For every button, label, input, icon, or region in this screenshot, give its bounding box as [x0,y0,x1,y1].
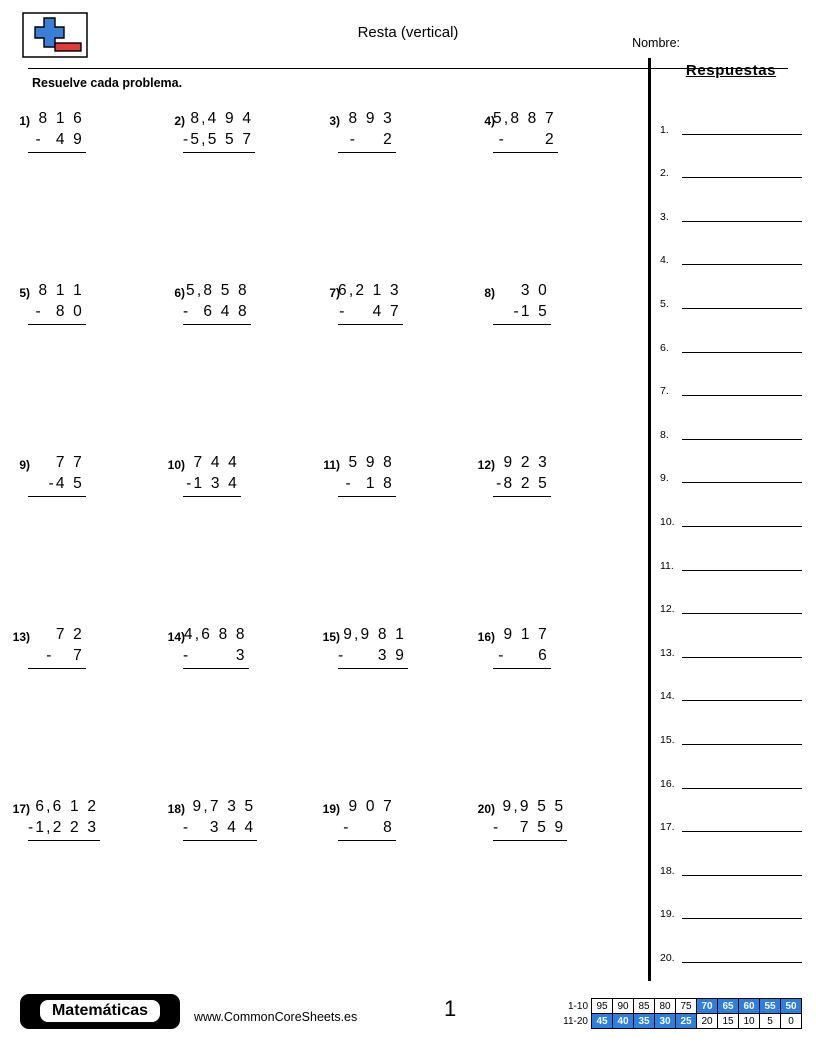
problem-6 [169,280,324,452]
problem-number: 10) [167,458,185,472]
problem-stack [493,624,551,669]
problem-row [14,108,634,280]
answer-number: 9. [660,472,669,485]
answer-input-line[interactable] [682,830,802,832]
answer-input-line[interactable] [682,525,802,527]
answer-number: 8. [660,428,669,441]
answer-input-line[interactable] [682,743,802,745]
answer-number: 11. [660,559,674,572]
problem-14 [169,624,324,796]
problem-stack [493,280,551,325]
problem-1 [14,108,169,280]
subtrahend: -1,2 2 3 [28,817,100,841]
vertical-divider [648,58,651,981]
problem-5 [14,280,169,452]
subtrahend: - 8 0 [28,301,86,325]
minuend: 5,8 5 8 [186,282,249,299]
problem-stack [493,452,551,497]
subtrahend: -5,5 5 7 [183,129,255,153]
scale-cell: 55 [760,999,781,1014]
answer-number: 7. [660,385,669,398]
minuend: 4,6 8 8 [183,626,247,643]
answer-number: 20. [660,951,675,964]
answer-row-9 [660,442,802,486]
answers-panel [660,62,802,965]
answer-input-line[interactable] [682,917,802,919]
problem-stack [183,452,241,497]
answer-row-2 [660,137,802,181]
scale-cell: 50 [781,999,802,1014]
minuend: 8,4 9 4 [190,110,254,127]
problem-stack [338,452,396,497]
scale-cell: 70 [697,999,718,1014]
scale-cell: 65 [718,999,739,1014]
answer-row-7 [660,355,802,399]
scale-cell: 90 [613,999,634,1014]
answer-number: 1. [660,123,669,136]
problem-stack [493,796,567,841]
problem-number: 1) [19,114,30,128]
problem-number: 12) [477,458,495,472]
answer-input-line[interactable] [682,133,802,135]
answer-input-line[interactable] [682,481,802,483]
problem-number: 3) [329,114,340,128]
scale-cell: 10 [739,1014,760,1029]
problem-row [14,796,634,968]
problem-row [14,452,634,624]
problem-20 [479,796,634,968]
instructions-text: Resuelve cada problema. [32,76,183,90]
problem-stack [493,108,558,153]
scale-cell: 5 [760,1014,781,1029]
answer-row-4 [660,224,802,268]
subtrahend: - 2 [493,129,558,153]
scale-cell: 80 [655,999,676,1014]
subtrahend: -4 5 [28,473,86,497]
answer-number: 15. [660,733,675,746]
problems-grid [14,108,634,968]
page-title: Resta (vertical) [357,24,459,41]
problem-number: 2) [174,114,185,128]
problem-number: 11) [323,458,340,472]
answer-input-line[interactable] [682,263,802,265]
problem-19 [324,796,479,968]
grading-scale-table [560,998,802,1029]
scale-cell: 60 [739,999,760,1014]
page-number: 1 [444,996,457,1021]
minuend: 7 7 [55,454,84,471]
scale-cell: 0 [781,1014,802,1029]
grading-scale-row-2 [560,1014,802,1029]
answer-row-14 [660,660,802,704]
subtrahend: - 6 4 8 [183,301,251,325]
answer-number: 19. [660,908,675,921]
minuend: 7 4 4 [193,454,239,471]
scale-cell: 30 [655,1014,676,1029]
subtrahend: - 3 [183,645,249,669]
problem-stack [28,108,86,153]
answer-input-line[interactable] [682,961,802,963]
minuend: 9 0 7 [348,798,394,815]
answer-number: 2. [660,167,669,180]
answer-row-11 [660,529,802,573]
answer-input-line[interactable] [682,656,802,658]
problem-number: 5) [19,286,30,300]
answer-input-line[interactable] [682,787,802,789]
page-footer [14,994,802,1042]
website-url: www.CommonCoreSheets.es [194,1010,358,1024]
problem-stack [338,280,403,325]
minuend: 9,9 8 1 [343,626,407,643]
problem-number: 16) [477,630,495,644]
answer-input-line[interactable] [682,307,802,309]
answer-row-1 [660,93,802,137]
scale-cell: 15 [718,1014,739,1029]
name-label: Nombre: [632,36,680,50]
subtrahend: - 2 [338,129,396,153]
problem-number: 7) [329,286,340,300]
scale-cell: 20 [697,1014,718,1029]
answer-number: 18. [660,864,675,877]
problem-17 [14,796,169,968]
answer-row-19 [660,878,802,922]
scale-row-label: 11-20 [563,1015,588,1027]
answer-row-16 [660,747,802,791]
scale-cell: 85 [634,999,655,1014]
problem-12 [479,452,634,624]
answer-row-17 [660,791,802,835]
minuend: 6,6 1 2 [35,798,99,815]
minuend: 8 9 3 [348,110,394,127]
problem-row [14,624,634,796]
answer-row-15 [660,703,802,747]
problem-stack [183,280,251,325]
problem-4 [479,108,634,280]
problem-16 [479,624,634,796]
problem-9 [14,452,169,624]
answer-input-line[interactable] [682,176,802,178]
scale-cell: 35 [634,1014,655,1029]
subtrahend: - 4 9 [28,129,86,153]
problem-row [14,280,634,452]
answer-number: 4. [660,254,669,267]
subtrahend: - 6 [493,645,551,669]
grading-scale-row-1 [560,999,802,1014]
answer-input-line[interactable] [682,569,802,571]
answer-input-line[interactable] [682,351,802,353]
problem-stack [338,624,408,669]
minuend: 8 1 1 [38,282,84,299]
answer-row-3 [660,180,802,224]
answer-input-line[interactable] [682,220,802,222]
subtrahend: - 4 7 [338,301,403,325]
subtrahend: -1 3 4 [183,473,241,497]
subtrahend: -8 2 5 [493,473,551,497]
answer-row-20 [660,921,802,965]
scale-cell: 25 [676,1014,697,1029]
scale-cell: 45 [592,1014,613,1029]
problem-13 [14,624,169,796]
subtrahend: - 1 8 [338,473,396,497]
answer-input-line[interactable] [682,612,802,614]
problem-number: 14) [167,630,185,644]
problem-stack [28,452,86,497]
problem-number: 17) [12,802,30,816]
minuend: 5 9 8 [348,454,394,471]
problem-3 [324,108,479,280]
answer-row-5 [660,267,802,311]
subtrahend: - 3 4 4 [183,817,257,841]
subtrahend: -1 5 [493,301,551,325]
answer-number: 10. [660,515,675,528]
answer-row-12 [660,573,802,617]
subtrahend: - 7 5 9 [493,817,567,841]
problem-number: 20) [477,802,495,816]
answer-number: 5. [660,297,669,310]
problem-stack [183,624,249,669]
subtrahend: - 8 [338,817,396,841]
answer-number: 12. [660,603,675,616]
subtrahend: - 3 9 [338,645,408,669]
minuend: 7 2 [55,626,84,643]
problem-15 [324,624,479,796]
problem-7 [324,280,479,452]
minuend: 9 1 7 [503,626,549,643]
problem-stack [28,280,86,325]
problem-number: 8) [484,286,495,300]
problem-stack [338,796,396,841]
minuend: 9,9 5 5 [502,798,566,815]
problem-18 [169,796,324,968]
answer-row-13 [660,616,802,660]
problem-stack [338,108,396,153]
problem-stack [183,796,257,841]
problem-number: 18) [167,802,185,816]
answer-row-6 [660,311,802,355]
answer-input-line[interactable] [682,394,802,396]
scale-cell: 75 [676,999,697,1014]
scale-row-label: 1-10 [567,1000,588,1012]
problem-number: 19) [322,802,340,816]
minuend: 6,2 1 3 [338,282,401,299]
answer-row-10 [660,485,802,529]
answer-number: 13. [660,646,675,659]
brand-label: Matemáticas [39,999,161,1023]
problem-11 [324,452,479,624]
minuend: 9 2 3 [503,454,549,471]
minuend: 9,7 3 5 [192,798,256,815]
answer-number: 3. [660,210,669,223]
problem-number: 13) [12,630,30,644]
problem-number: 9) [19,458,30,472]
scale-cell: 95 [592,999,613,1014]
answer-number: 6. [660,341,669,354]
problem-8 [479,280,634,452]
problem-number: 15) [322,630,340,644]
problem-number: 6) [174,286,185,300]
answer-row-8 [660,398,802,442]
problem-stack [28,624,86,669]
brand-badge [20,994,180,1029]
answer-number: 14. [660,690,675,703]
subtrahend: - 7 [28,645,86,669]
minuend: 3 0 [520,282,549,299]
problem-10 [169,452,324,624]
answer-input-line[interactable] [682,874,802,876]
answer-number: 16. [660,777,675,790]
answer-input-line[interactable] [682,699,802,701]
problem-number: 4) [484,114,495,128]
answer-input-line[interactable] [682,438,802,440]
problem-stack [183,108,255,153]
answer-row-18 [660,834,802,878]
minuend: 8 1 6 [38,110,84,127]
answers-title: Respuestas [685,62,777,79]
scale-cell: 40 [613,1014,634,1029]
answer-number: 17. [660,821,675,834]
problem-2 [169,108,324,280]
grading-scale [560,998,802,1029]
problem-stack [28,796,100,841]
minuend: 5,8 8 7 [493,110,556,127]
